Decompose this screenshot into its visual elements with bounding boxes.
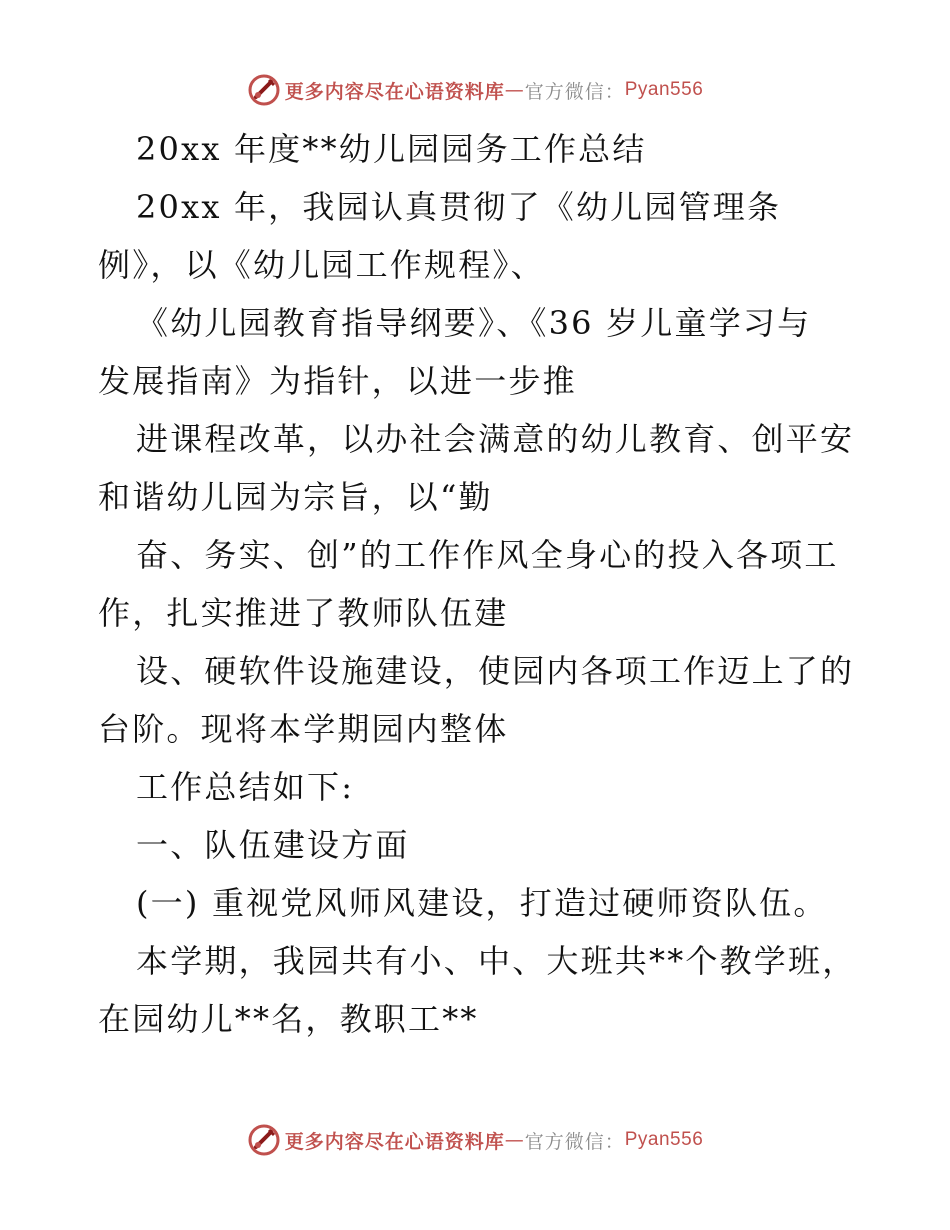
paragraph-line: 奋、务实、创”的工作作风全身心的投入各项工 [136, 536, 839, 574]
footer-watermark-banner [0, 1120, 950, 1160]
paragraph-line: 设、硬软件设施建设，使园内各项工作迈上了的 [136, 652, 855, 690]
brush-logo-icon [247, 1123, 281, 1157]
paragraph-line: 工作总结如下: [136, 768, 355, 806]
banner-wechat-id: Pyan556 [624, 1129, 704, 1150]
paragraph-line: 20xx 年，我园认真贯彻了《幼儿园管理条 [136, 188, 782, 226]
header-watermark-banner [0, 70, 950, 110]
section-heading: 一、队伍建设方面 [136, 826, 410, 864]
paragraph-line: 发展指南》为指针，以进一步推 [98, 362, 577, 400]
paragraph-line: 作，扎实推进了教师队伍建 [98, 594, 509, 632]
paragraph-line: 《幼儿园教育指导纲要》、《36 岁儿童学习与 [136, 304, 812, 342]
banner-main-text: 更多内容尽在心语资料库 [284, 1130, 505, 1153]
banner-official-label: 官方微信： [524, 1130, 625, 1153]
paragraph-line: 例》，以《幼儿园工作规程》、 [98, 246, 545, 284]
brush-logo-icon [247, 73, 281, 107]
subsection-heading: (一) 重视党风师风建设，打造过硬师资队伍。 [136, 884, 828, 922]
banner-wechat-id: Pyan556 [624, 79, 704, 100]
paragraph-line: 在园幼儿**名，教职工** [98, 1000, 479, 1038]
banner-main-text: 更多内容尽在心语资料库 [284, 80, 505, 103]
banner-official-label: 官方微信： [524, 80, 625, 103]
banner-separator: — [504, 79, 525, 101]
paragraph-line: 和谐幼儿园为宗旨，以“勤 [98, 478, 493, 516]
banner-separator: — [504, 1129, 525, 1151]
document-title: 20xx 年度**幼儿园园务工作总结 [136, 130, 647, 168]
paragraph-line: 台阶。现将本学期园内整体 [98, 710, 509, 748]
paragraph-line: 进课程改革，以办社会满意的幼儿教育、创平安 [136, 420, 855, 458]
paragraph-line: 本学期，我园共有小、中、大班共**个教学班， [136, 942, 857, 980]
